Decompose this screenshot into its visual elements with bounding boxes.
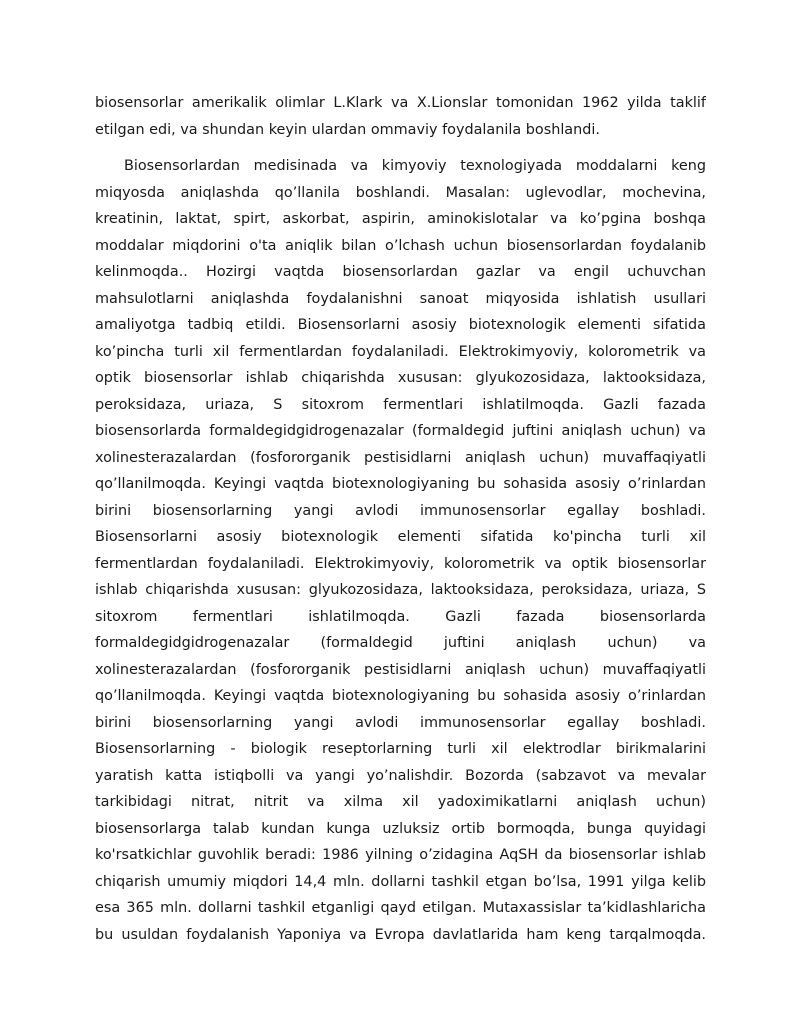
text-line: ko'rsatkichlar guvohlik beradi: 1986 yilning o’zidagina AqSH da biosensorlar ishlab bbox=[95, 847, 706, 863]
text-line: Biosensorlarning - biologik reseptorlarning turli xil elektrodlar birikmalarini bbox=[95, 741, 706, 757]
text-line: sitoxrom fermentlari ishlatilmoqda. Gazli fazada biosensorlarda bbox=[95, 608, 706, 625]
paragraph-2 bbox=[95, 153, 706, 948]
text-line: amaliyotga tadbiq etildi. Biosensorlarni asosiy biotexnologik elementi sifatida bbox=[95, 317, 706, 333]
text-line: kreatinin, laktat, spirt, askorbat, aspirin, aminokislotalar va ko’pgina boshqa bbox=[95, 211, 706, 227]
text-line: peroksidaza, uriaza, S sitoxrom fermentlari ishlatilmoqda. Gazli fazada bbox=[95, 396, 706, 413]
text-line: moddalar miqdorini o'ta aniqlik bilan o’lchash uchun biosensorlardan foydalanib bbox=[95, 237, 706, 254]
text-line: Biosensorlardan medisinada va kimyoviy texnologiyada moddalarni keng bbox=[124, 158, 706, 174]
text-line: qo’llanilmoqda. Keyingi vaqtda biotexnologiyaning bu sohasida asosiy o’rinlardan bbox=[95, 688, 706, 704]
text-line: qo’llanilmoqda. Keyingi vaqtda biotexnologiyaning bu sohasida asosiy o’rinlardan bbox=[95, 476, 706, 492]
text-line: xolinesterazalardan (fosfororganik pestisidlarni aniqlash uchun) muvaffaqiyatli bbox=[95, 449, 706, 466]
paragraph-1 bbox=[95, 90, 706, 143]
text-line: biosensorlarga talab kundan kunga uzluksiz ortib bormoqda, bunga quyidagi bbox=[95, 820, 706, 837]
text-line: ishlab chiqarishda xususan: glyukozosidaza, laktooksidaza, peroksidaza, uriaza, S bbox=[95, 582, 706, 598]
text-line: biosensorlarda formaldegidgidrogenazalar (formaldegid juftini aniqlash uchun) va bbox=[95, 423, 706, 439]
text-line: miqyosda aniqlashda qo’llanila boshlandi. Masalan: uglevodlar, mochevina, bbox=[95, 184, 706, 201]
text-line: Biosensorlarni asosiy biotexnologik elementi sifatida ko'pincha turli xil bbox=[95, 529, 706, 545]
text-line: chiqarish umumiy miqdori 14,4 mln. dollarni tashkil etgan bo’lsa, 1991 yilga kelib bbox=[95, 873, 706, 890]
text-line: mahsulotlarni aniqlashda foydalanishni sanoat miqyosida ishlatish usullari bbox=[95, 290, 706, 307]
text-line: xolinesterazalardan (fosfororganik pestisidlarni aniqlash uchun) muvaffaqiyatli bbox=[95, 661, 706, 678]
text-line: formaldegidgidrogenazalar (formaldegid juftini aniqlash uchun) va bbox=[95, 635, 706, 651]
document-body bbox=[95, 90, 706, 948]
text-line: yaratish katta istiqbolli va yangi yo’nalishdir. Bozorda (sabzavot va mevalar bbox=[95, 767, 706, 784]
text-line: ko’pincha turli xil fermentlardan foydalaniladi. Elektrokimyoviy, kolorometrik va bbox=[95, 343, 706, 360]
text-line: biosensorlar amerikalik olimlar L.Klark va X.Lionslar tomonidan 1962 yilda taklif bbox=[95, 95, 706, 111]
text-line: etilgan edi, va shundan keyin ulardan ommaviy foydalanila boshlandi. bbox=[95, 121, 600, 138]
text-line: esa 365 mln. dollarni tashkil etganligi qayd etilgan. Mutaxassislar ta’kidlashlaricha bbox=[95, 900, 706, 916]
text-line: kelinmoqda.. Hozirgi vaqtda biosensorlardan gazlar va engil uchuvchan bbox=[95, 264, 706, 280]
text-line: optik biosensorlar ishlab chiqarishda xususan: glyukozosidaza, laktooksidaza, bbox=[95, 370, 706, 386]
text-line: birini biosensorlarning yangi avlodi immunosensorlar egallay boshladi. bbox=[95, 502, 706, 519]
text-line: tarkibidagi nitrat, nitrit va xilma xil yadoximikatlarni aniqlash uchun) bbox=[95, 794, 706, 810]
text-line: fermentlardan foydalaniladi. Elektrokimyoviy, kolorometrik va optik biosensorlar bbox=[95, 555, 706, 572]
text-line: birini biosensorlarning yangi avlodi immunosensorlar egallay boshladi. bbox=[95, 714, 706, 731]
text-line: bu usuldan foydalanish Yaponiya va Evropa davlatlarida ham keng tarqalmoqda. bbox=[95, 926, 706, 943]
